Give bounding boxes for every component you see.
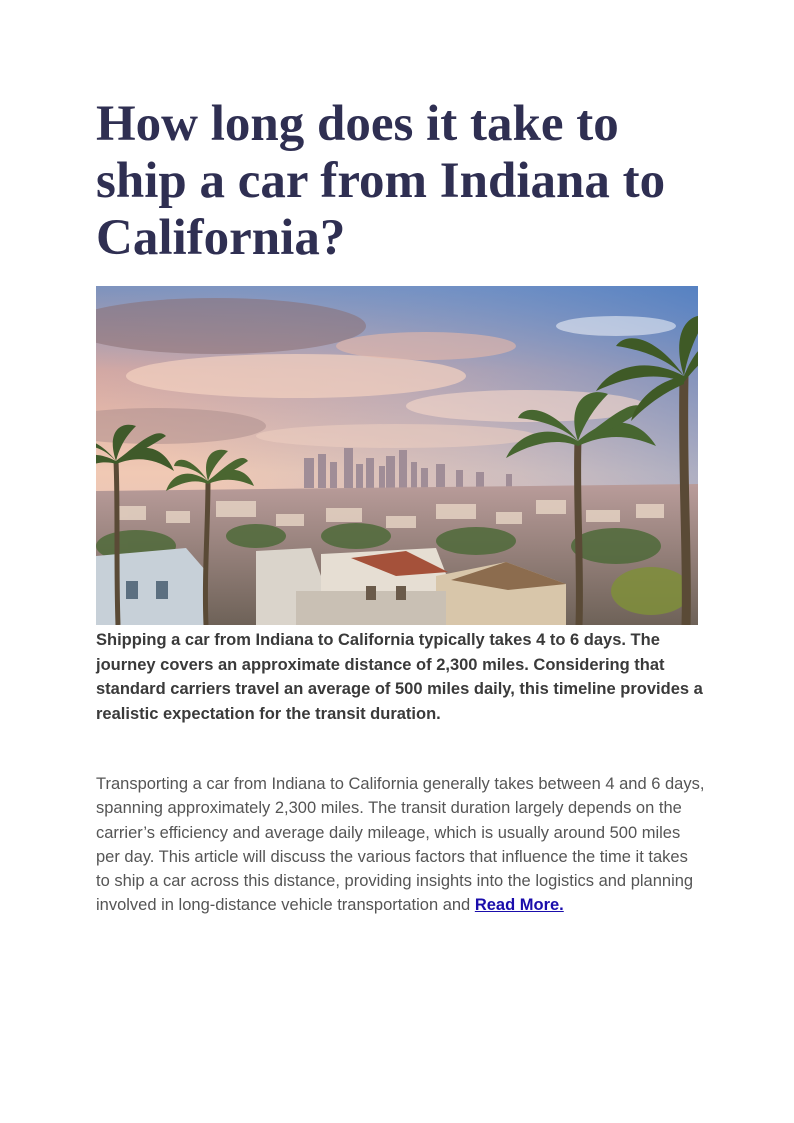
article-title: How long does it take to ship a car from Indiana to California? — [96, 96, 666, 266]
article-body-text: Transporting a car from Indiana to California generally takes between 4 and 6 days, spanning approximately 2,300 miles. The transit duration largely depends on the carrier’s efficiency and average daily mileage, which is usually around 500 miles per day. This article will discuss the various factors that influence the time it takes to ship a car across this distance, providing insights into the logistics and planning involved in long-distance vehicle transportation and — [96, 775, 705, 915]
article-body — [96, 772, 706, 918]
hero-image — [96, 286, 698, 625]
los-angeles-skyline-icon — [96, 286, 698, 625]
read-more-link[interactable]: Read More. — [474, 896, 564, 915]
article-summary: Shipping a car from Indiana to California typically takes 4 to 6 days. The journey covers an approximate distance of 2,300 miles. Considering that standard carriers travel an average of 500 miles daily, this timeline provides a realistic expectation for the transit duration. — [96, 631, 703, 723]
